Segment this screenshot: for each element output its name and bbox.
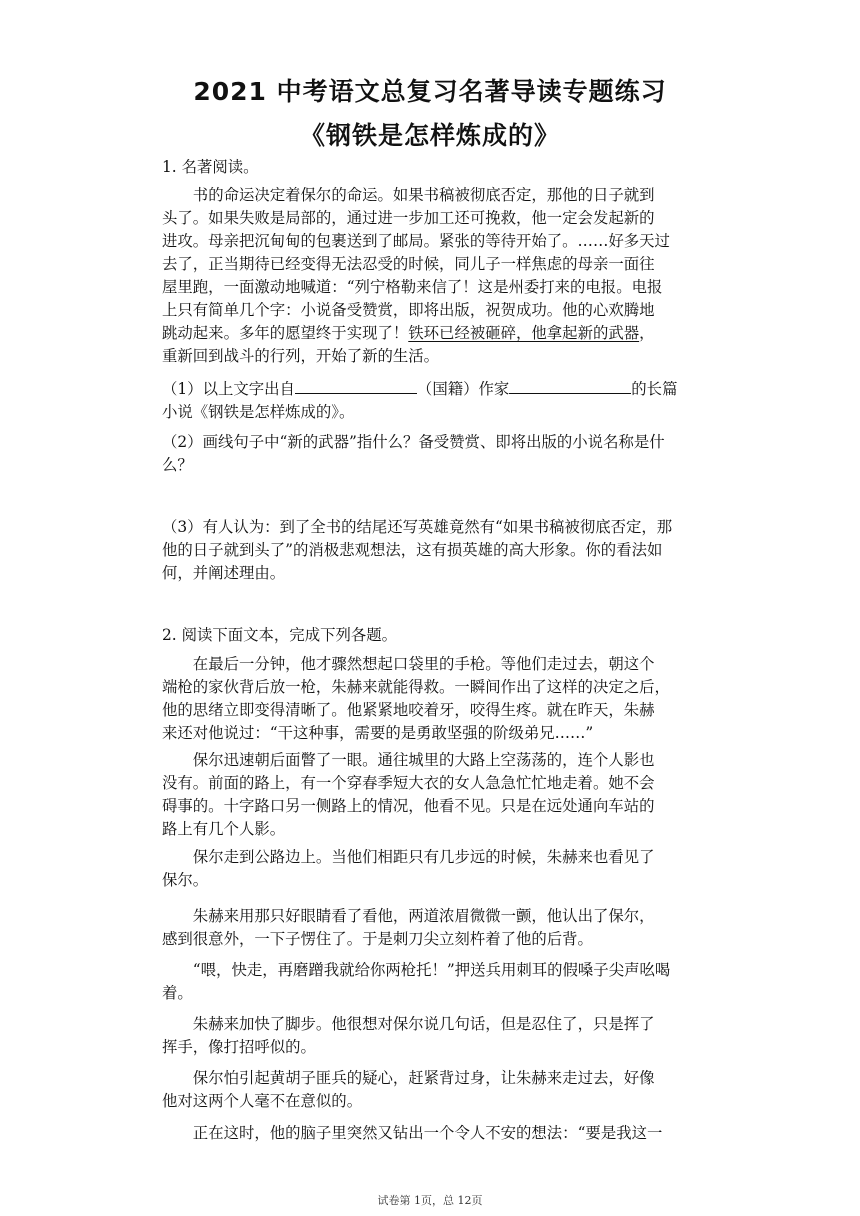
- q2-heading: 2. 阅读下面文本，完成下列各题。: [162, 626, 398, 644]
- passage-line: 跳动起来。多年的愿望终于实现了！铁环已经被砸碎，他拿起新的武器，: [162, 324, 655, 342]
- q1-sub3: （3）有人认为：到了全书的结尾还写英雄竟然有“如果书稿被彻底否定，那 他的日子就到头了”的消极悲观想法，这有损英雄的高大形象。你的看法如 何，并阐述理由。: [162, 518, 673, 582]
- passage-line: 上只有简单几个字：小说备受赞赏，即将出版，祝贺成功。他的心欢腾地: [162, 301, 655, 319]
- q1-sub2: （2）画线句子中“新的武器”指什么？备受赞赏、即将出版的小说名称是什 么？: [162, 433, 665, 474]
- q1-heading: 1. 名著阅读。: [162, 158, 259, 176]
- q2-para-4: 朱赫来用那只好眼睛看了看他，两道浓眉微微一颤，他认出了保尔， 感到很意外，一下子愣住了。于是刺刀尖立刻杵着了他的后背。: [162, 907, 655, 948]
- q2-para-3: 保尔走到公路边上。当他们相距只有几步远的时候，朱赫来也看见了 保尔。: [162, 848, 655, 889]
- q2-para-5: “喂，快走，再磨蹭我就给你两枪托！”押送兵用刺耳的假嗓子尖声吆喝 着。: [162, 961, 671, 1002]
- q2-para-8: 正在这时，他的脑子里突然又钻出一个令人不安的想法：“要是我这一: [192, 1124, 663, 1142]
- passage-line: 头了。如果失败是局部的，通过进一步加工还可挽救，他一定会发起新的: [162, 209, 655, 227]
- q2-para-7: 保尔怕引起黄胡子匪兵的疑心，赶紧背过身，让朱赫来走过去，好像 他对这两个人毫不在意似的。: [162, 1069, 655, 1110]
- q2-para-1: 在最后一分钟，他才骤然想起口袋里的手枪。等他们走过去，朝这个 端枪的家伙背后放一枪，朱赫来就能得救。一瞬间作出了这样的决定之后， 他的思绪立即变得清晰了。他紧紧地咬着牙，咬得生疼。就在昨天，朱赫 来还对他说过：“干这种事，需要的是勇敢坚强的阶级弟兄……”: [162, 655, 670, 742]
- page-title: 2021 中考语文总复习名著导读专题练习: [193, 77, 667, 106]
- q1-passage: [162, 184, 724, 368]
- answer-blank-country[interactable]: [295, 377, 417, 394]
- passage-line: 屋里跑，一面激动地喊道：“列宁格勒来信了！这是州委打来的电报。电报: [162, 278, 663, 296]
- q2-para-2: 保尔迅速朝后面瞥了一眼。通往城里的大路上空荡荡的，连个人影也 没有。前面的路上，有一个穿春季短大衣的女人急急忙忙地走着。她不会 碍事的。十字路口另一侧路上的情况，他看不见。只是在远处通向车站的 路上有几个人影。: [162, 751, 655, 838]
- page-footer: 试卷第 1页，总 12页: [377, 1194, 483, 1207]
- q2-para-6: 朱赫来加快了脚步。他很想对保尔说几句话，但是忍住了，只是挥了 挥手，像打招呼似的。: [162, 1015, 655, 1056]
- passage-line: 书的命运决定着保尔的命运。如果书稿被彻底否定，那他的日子就到: [192, 186, 655, 204]
- page-subtitle: 《钢铁是怎样炼成的》: [299, 121, 560, 150]
- q1-sub1: （1）以上文字出自 （国籍）作家 的长篇 小说《钢铁是怎样炼成的》。: [162, 377, 724, 424]
- passage-line: 重新回到战斗的行列，开始了新的生活。: [162, 347, 440, 365]
- passage-line: 进攻。母亲把沉甸甸的包裹送到了邮局。紧张的等待开始了。……好多天过: [162, 232, 670, 250]
- underlined-sentence: 铁环已经被砸碎，他拿起新的武器: [408, 324, 640, 342]
- passage-line: 去了，正当期待已经变得无法忍受的时候，同儿子一样焦虑的母亲一面往: [162, 255, 655, 273]
- answer-blank-author[interactable]: [509, 377, 631, 394]
